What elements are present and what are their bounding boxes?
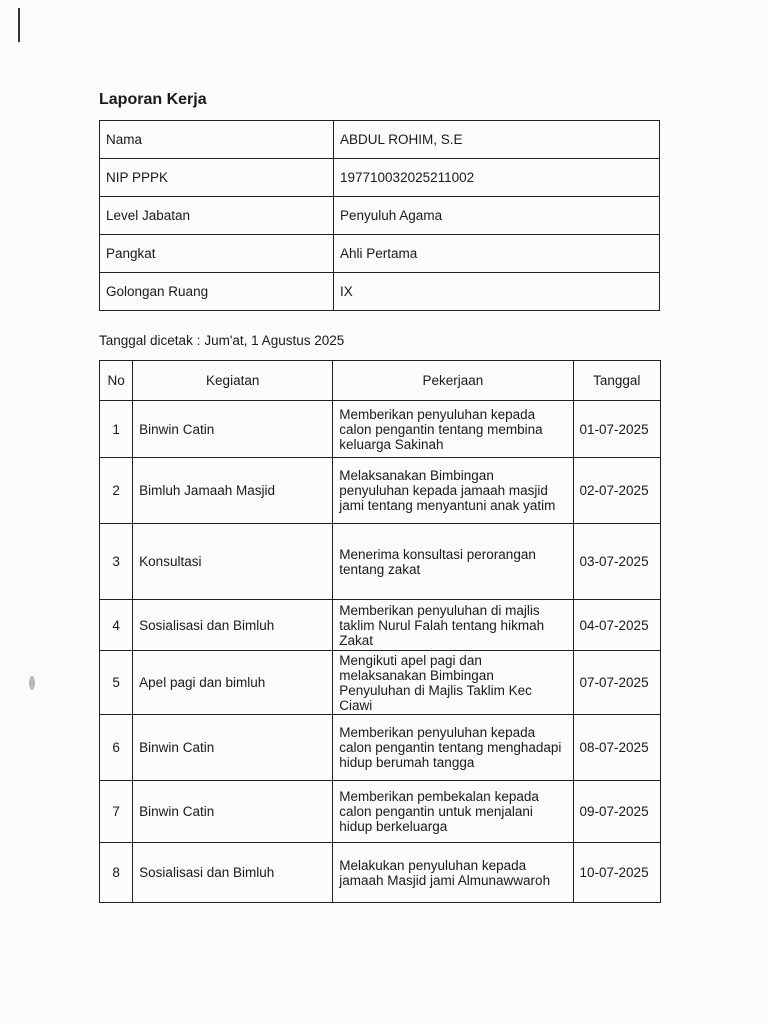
info-label: NIP PPPK (100, 159, 334, 197)
info-value: 197710032025211002 (334, 159, 660, 197)
table-row (100, 600, 661, 651)
row-tanggal: 10-07-2025 (573, 843, 660, 903)
row-tanggal: 04-07-2025 (573, 600, 660, 651)
row-pekerjaan: Melaksanakan Bimbingan penyuluhan kepada jamaah masjid jami tentang menyantuni anak yatim (333, 458, 573, 524)
row-kegiatan: Bimluh Jamaah Masjid (133, 458, 333, 524)
row-pekerjaan: Memberikan penyuluhan kepada calon pengantin tentang membina keluarga Sakinah (333, 401, 573, 458)
row-number: 5 (100, 651, 133, 715)
row-number: 2 (100, 458, 133, 524)
scan-speck (29, 676, 35, 690)
row-number: 4 (100, 600, 133, 651)
info-row (100, 197, 660, 235)
row-pekerjaan: Melakukan penyuluhan kepada jamaah Masjid jami Almunawwaroh (333, 843, 573, 903)
table-row (100, 715, 661, 781)
table-row (100, 401, 661, 458)
page-title: Laporan Kerja (99, 91, 207, 108)
row-pekerjaan: Memberikan penyuluhan kepada calon pengantin tentang menghadapi hidup berumah tangga (333, 715, 573, 781)
column-header-pekerjaan: Pekerjaan (333, 361, 573, 401)
info-row (100, 121, 660, 159)
row-pekerjaan: Memberikan penyuluhan di majlis taklim Nurul Falah tentang hikmah Zakat (333, 600, 573, 651)
table-header-row (100, 361, 661, 401)
table-row (100, 458, 661, 524)
work-report-table (99, 360, 661, 903)
info-label: Golongan Ruang (100, 273, 334, 311)
row-tanggal: 07-07-2025 (573, 651, 660, 715)
row-kegiatan: Binwin Catin (133, 781, 333, 843)
row-pekerjaan: Menerima konsultasi perorangan tentang zakat (333, 524, 573, 600)
info-label: Pangkat (100, 235, 334, 273)
print-date-label: Tanggal dicetak : (99, 333, 201, 348)
info-row (100, 273, 660, 311)
info-value: Penyuluh Agama (334, 197, 660, 235)
info-value: IX (334, 273, 660, 311)
info-row (100, 235, 660, 273)
row-tanggal: 08-07-2025 (573, 715, 660, 781)
info-value: Ahli Pertama (334, 235, 660, 273)
row-kegiatan: Apel pagi dan bimluh (133, 651, 333, 715)
column-header-tanggal: Tanggal (573, 361, 660, 401)
column-header-no: No (100, 361, 133, 401)
row-kegiatan: Konsultasi (133, 524, 333, 600)
column-header-kegiatan: Kegiatan (133, 361, 333, 401)
table-row (100, 843, 661, 903)
row-number: 6 (100, 715, 133, 781)
info-label: Nama (100, 121, 334, 159)
row-kegiatan: Sosialisasi dan Bimluh (133, 600, 333, 651)
row-tanggal: 01-07-2025 (573, 401, 660, 458)
row-number: 7 (100, 781, 133, 843)
row-number: 1 (100, 401, 133, 458)
row-number: 3 (100, 524, 133, 600)
row-pekerjaan: Mengikuti apel pagi dan melaksanakan Bimbingan Penyuluhan di Majlis Taklim Kec Ciawi (333, 651, 573, 715)
row-kegiatan: Binwin Catin (133, 715, 333, 781)
row-tanggal: 03-07-2025 (573, 524, 660, 600)
row-tanggal: 02-07-2025 (573, 458, 660, 524)
info-value: ABDUL ROHIM, S.E (334, 121, 660, 159)
info-label: Level Jabatan (100, 197, 334, 235)
row-pekerjaan: Memberikan pembekalan kepada calon pengantin untuk menjalani hidup berkeluarga (333, 781, 573, 843)
info-row (100, 159, 660, 197)
table-row (100, 524, 661, 600)
row-tanggal: 09-07-2025 (573, 781, 660, 843)
row-number: 8 (100, 843, 133, 903)
print-date-value: Jum'at, 1 Agustus 2025 (204, 333, 345, 348)
row-kegiatan: Binwin Catin (133, 401, 333, 458)
table-row (100, 781, 661, 843)
scan-mark (18, 8, 20, 42)
table-row (100, 651, 661, 715)
row-kegiatan: Sosialisasi dan Bimluh (133, 843, 333, 903)
employee-info-table (99, 120, 660, 311)
print-date (99, 333, 344, 348)
